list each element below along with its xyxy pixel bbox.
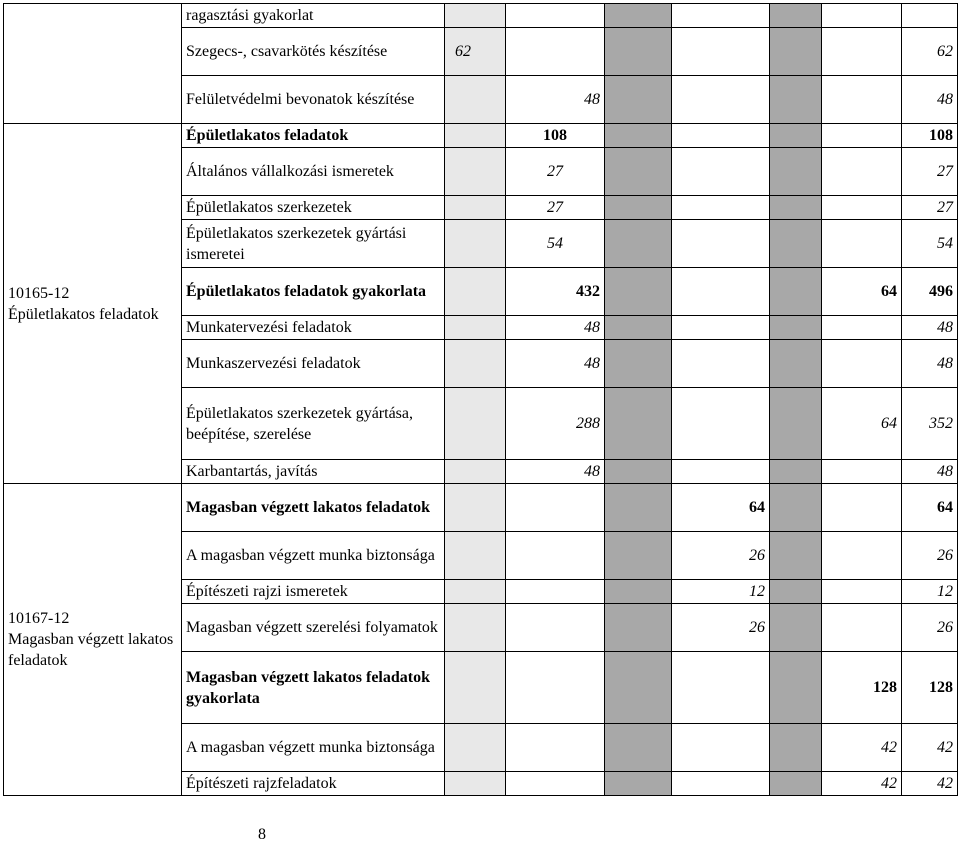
shaded-cell [605,124,672,148]
subject-cell: Épületlakatos szerkezetek gyártása, beépítése, szerelése [182,388,445,460]
value-cell [672,124,770,148]
value-cell: 26 [902,532,958,580]
value-cell [672,148,770,196]
subject-cell: Karbantartás, javítás [182,460,445,484]
shaded-cell [605,268,672,316]
value-cell: 26 [672,604,770,652]
value-cell [445,460,506,484]
value-cell [672,316,770,340]
value-cell: 42 [902,772,958,796]
module-code: 10167-12 [8,610,70,627]
value-cell: 64 [672,484,770,532]
value-cell [445,76,506,124]
value-cell [445,124,506,148]
shaded-cell [770,28,822,76]
value-cell [445,532,506,580]
value-cell [822,76,902,124]
subject-cell: Épületlakatos szerkezetek [182,196,445,220]
value-cell [672,724,770,772]
value-cell [672,28,770,76]
subject-cell: Felületvédelmi bevonatok készítése [182,76,445,124]
shaded-cell [770,460,822,484]
shaded-cell [770,580,822,604]
subject-cell: Magasban végzett lakatos feladatok gyakorlata [182,652,445,724]
value-cell [672,772,770,796]
value-cell [445,484,506,532]
shaded-cell [605,76,672,124]
value-cell: 48 [902,340,958,388]
value-cell [506,604,605,652]
shaded-cell [605,604,672,652]
value-cell [822,604,902,652]
shaded-cell [605,28,672,76]
module-name: Magasban végzett lakatos feladatok [8,631,174,669]
value-cell [902,4,958,28]
subject-cell: ragasztási gyakorlat [182,4,445,28]
value-cell: 62 [445,28,506,76]
module-cell [4,124,182,484]
value-cell: 64 [822,268,902,316]
shaded-cell [605,340,672,388]
shaded-cell [770,196,822,220]
shaded-cell [770,4,822,28]
value-cell [822,148,902,196]
value-cell [672,268,770,316]
shaded-cell [770,316,822,340]
shaded-cell [770,652,822,724]
value-cell [506,772,605,796]
value-cell: 62 [902,28,958,76]
value-cell [672,340,770,388]
shaded-cell [770,268,822,316]
subject-cell: Épületlakatos feladatok gyakorlata [182,268,445,316]
subject-cell: Szegecs-, csavarkötés készítése [182,28,445,76]
value-cell [822,28,902,76]
table-row [4,484,958,532]
subject-cell: Építészeti rajzi ismeretek [182,580,445,604]
shaded-cell [605,580,672,604]
shaded-cell [605,772,672,796]
value-cell [672,4,770,28]
value-cell [822,124,902,148]
value-cell: 108 [506,124,605,148]
value-cell: 48 [902,76,958,124]
subject-cell: A magasban végzett munka biztonsága [182,532,445,580]
value-cell [672,196,770,220]
value-cell [822,532,902,580]
shaded-cell [605,196,672,220]
shaded-cell [605,316,672,340]
value-cell: 27 [902,196,958,220]
value-cell [506,652,605,724]
value-cell: 26 [902,604,958,652]
value-cell [822,580,902,604]
value-cell [445,580,506,604]
value-cell: 12 [902,580,958,604]
value-cell [822,4,902,28]
value-cell [672,460,770,484]
value-cell [506,724,605,772]
shaded-cell [605,4,672,28]
shaded-cell [770,76,822,124]
value-cell [445,388,506,460]
table-row [4,124,958,148]
value-cell: 352 [902,388,958,460]
subject-cell: Munkatervezési feladatok [182,316,445,340]
shaded-cell [770,484,822,532]
value-cell: 12 [672,580,770,604]
value-cell: 288 [506,388,605,460]
value-cell: 128 [902,652,958,724]
subject-cell: Épületlakatos feladatok [182,124,445,148]
value-cell: 26 [672,532,770,580]
shaded-cell [770,220,822,268]
shaded-cell [770,532,822,580]
value-cell [445,316,506,340]
subject-cell: Munkaszervezési feladatok [182,340,445,388]
shaded-cell [605,388,672,460]
value-cell [445,772,506,796]
shaded-cell [605,460,672,484]
value-cell [672,76,770,124]
value-cell [445,724,506,772]
value-cell: 48 [506,76,605,124]
value-cell [822,340,902,388]
page-number: 8 [258,826,266,843]
subject-cell: A magasban végzett munka biztonsága [182,724,445,772]
module-cell-empty [4,4,182,124]
value-cell [445,220,506,268]
shaded-cell [605,148,672,196]
value-cell: 432 [506,268,605,316]
table-row [4,4,958,28]
shaded-cell [605,532,672,580]
value-cell [445,4,506,28]
value-cell [822,460,902,484]
value-cell [445,268,506,316]
subject-cell: Általános vállalkozási ismeretek [182,148,445,196]
value-cell [445,196,506,220]
shaded-cell [770,148,822,196]
subject-cell: Magasban végzett szerelési folyamatok [182,604,445,652]
value-cell [672,388,770,460]
subject-cell: Építészeti rajzfeladatok [182,772,445,796]
value-cell [822,196,902,220]
value-cell [822,220,902,268]
value-cell [445,652,506,724]
value-cell: 48 [902,316,958,340]
value-cell: 42 [822,772,902,796]
subject-cell: Magasban végzett lakatos feladatok [182,484,445,532]
subject-cell: Épületlakatos szerkezetek gyártási ismeretei [182,220,445,268]
value-cell: 42 [822,724,902,772]
value-cell: 27 [506,196,605,220]
shaded-cell [770,604,822,652]
value-cell [506,4,605,28]
value-cell: 108 [902,124,958,148]
value-cell [445,148,506,196]
value-cell: 64 [902,484,958,532]
curriculum-table [3,3,958,796]
module-code: 10165-12 [8,284,70,302]
shaded-cell [770,340,822,388]
value-cell [672,652,770,724]
shaded-cell [770,772,822,796]
module-name: Épületlakatos feladatok [8,305,159,323]
value-cell [672,220,770,268]
value-cell [822,484,902,532]
module-cell [4,484,182,796]
value-cell: 48 [506,460,605,484]
value-cell: 54 [506,220,605,268]
value-cell: 48 [902,460,958,484]
value-cell [822,316,902,340]
value-cell: 27 [506,148,605,196]
value-cell: 128 [822,652,902,724]
value-cell [506,484,605,532]
value-cell: 496 [902,268,958,316]
shaded-cell [770,724,822,772]
value-cell: 48 [506,316,605,340]
value-cell [506,28,605,76]
shaded-cell [605,484,672,532]
shaded-cell [605,220,672,268]
value-cell [445,604,506,652]
shaded-cell [770,124,822,148]
value-cell: 48 [506,340,605,388]
shaded-cell [770,388,822,460]
value-cell: 64 [822,388,902,460]
value-cell: 54 [902,220,958,268]
value-cell [506,580,605,604]
value-cell [445,340,506,388]
shaded-cell [605,724,672,772]
value-cell [506,532,605,580]
value-cell: 42 [902,724,958,772]
value-cell: 27 [902,148,958,196]
shaded-cell [605,652,672,724]
